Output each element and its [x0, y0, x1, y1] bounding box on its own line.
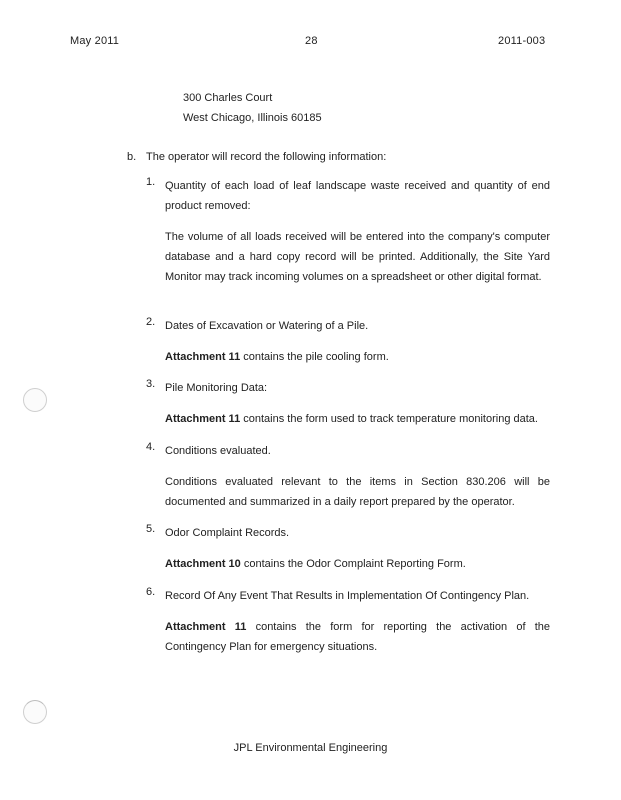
item-paragraph: [165, 554, 550, 574]
item-number: 6.: [146, 586, 156, 598]
address-line-1: 300 Charles Court: [183, 92, 273, 104]
item-title: Pile Monitoring Data:: [165, 382, 268, 394]
header-doc-number: 2011-003: [498, 35, 546, 47]
item-title: Quantity of each load of leaf landscape waste received and quantity of end product removed:: [165, 180, 550, 212]
item-number: 2.: [146, 316, 156, 328]
item-number: 3.: [146, 378, 156, 390]
punch-hole-icon: [23, 388, 47, 412]
item-paragraph: The volume of all loads received will be entered into the company's computer database and a hard copy record will be printed. Additionally, the Site Yard Monitor may track incoming volumes on a spreadsheet or other digital format.: [165, 231, 550, 283]
attachment-reference: Attachment 11: [165, 351, 241, 363]
item-title: Odor Complaint Records.: [165, 527, 290, 539]
paragraph-text: contains the form for reporting the activation of the Contingency Plan for emergency situations.: [165, 621, 550, 653]
section-marker: b.: [127, 151, 137, 163]
punch-hole-icon: [23, 700, 47, 724]
page-number: 28: [305, 35, 318, 47]
item-paragraph: [165, 617, 550, 657]
attachment-reference: Attachment 10: [165, 558, 241, 570]
item-number: 5.: [146, 523, 156, 535]
header-date: May 2011: [70, 35, 120, 47]
item-number: 4.: [146, 441, 156, 453]
item-paragraph: [165, 409, 550, 429]
item-title: Conditions evaluated.: [165, 445, 271, 457]
item-paragraph: Conditions evaluated relevant to the items in Section 830.206 will be documented and summarized in a daily report prepared by the operator.: [165, 476, 550, 508]
item-paragraph: [165, 347, 550, 367]
item-title: Dates of Excavation or Watering of a Pile.: [165, 320, 369, 332]
paragraph-text: contains the form used to track temperature monitoring data.: [240, 413, 538, 425]
paragraph-text: contains the pile cooling form.: [240, 351, 389, 363]
item-number: 1.: [146, 176, 156, 188]
address-line-2: West Chicago, Illinois 60185: [183, 112, 322, 124]
footer-company: JPL Environmental Engineering: [233, 742, 388, 754]
attachment-reference: Attachment 11: [165, 413, 241, 425]
paragraph-text: contains the Odor Complaint Reporting Form.: [240, 558, 466, 570]
item-title: Record Of Any Event That Results in Implementation Of Contingency Plan.: [165, 590, 530, 602]
attachment-reference: Attachment 11: [165, 621, 247, 633]
section-intro: The operator will record the following information:: [146, 151, 387, 163]
